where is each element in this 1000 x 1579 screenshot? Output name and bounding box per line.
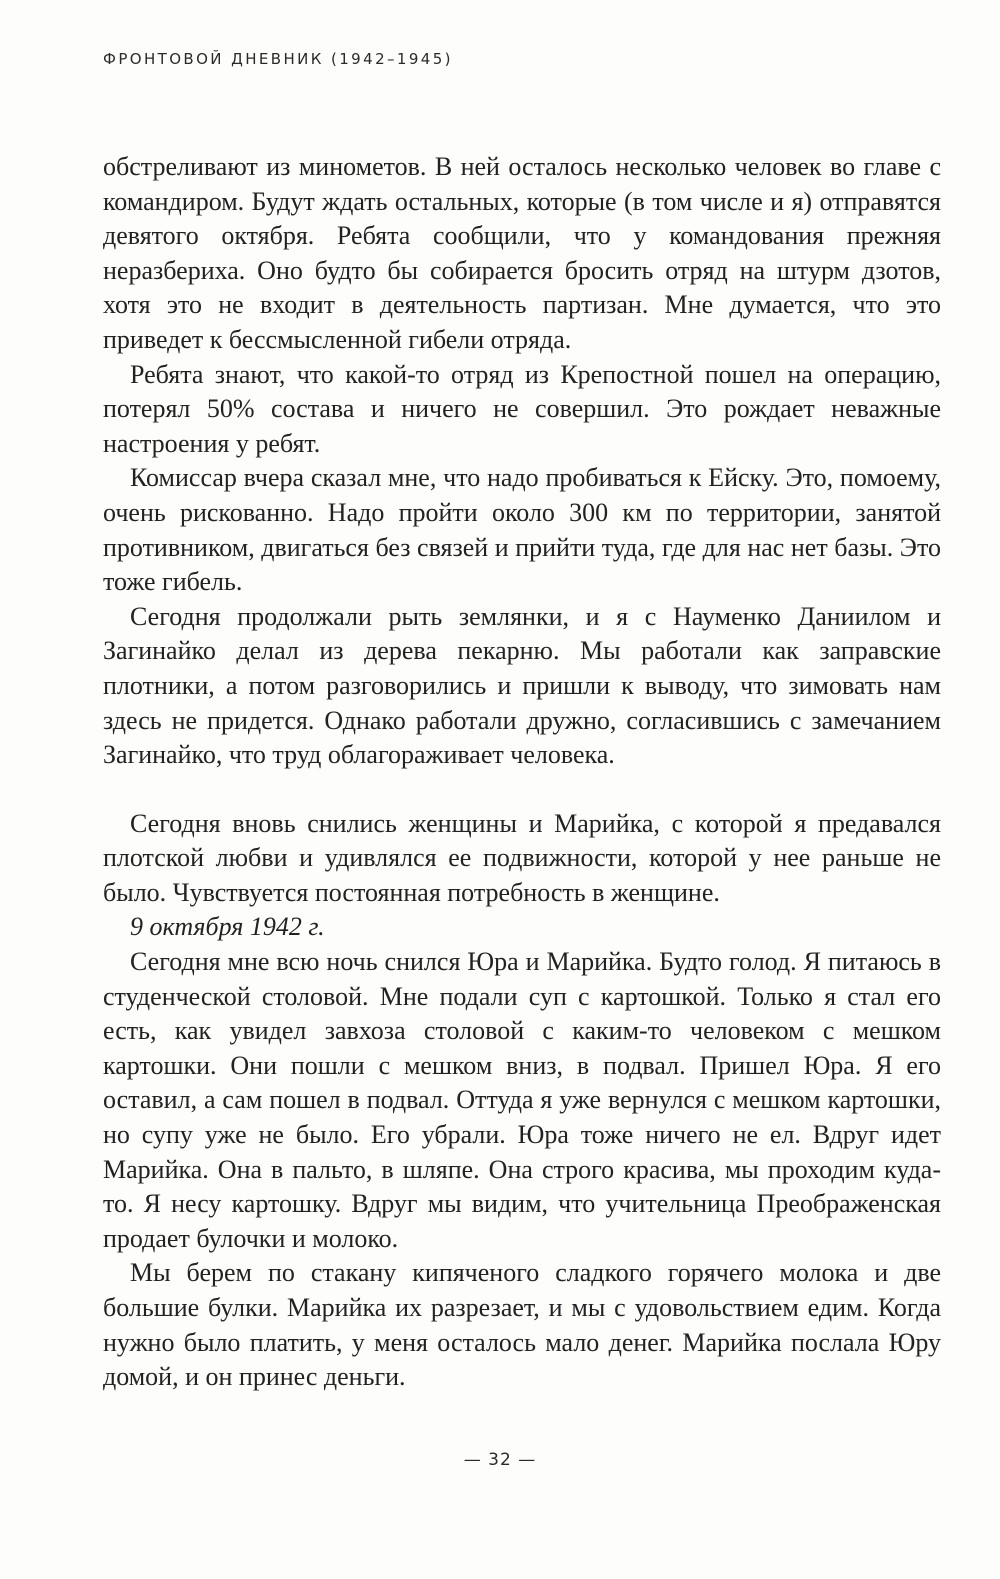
paragraph: Ребята знают, что какой-то отряд из Крепостной пошел на операцию, потерял 50% состава и ничего не совершил. Это рождает неважные настроения у ребят. [103, 359, 941, 458]
paragraph: Сегодня продолжали рыть землянки, и я с Науменко Даниилом и Загинайко делал из дерева пекарню. Мы работали как заправские плотники, а потом разговорились и пришли к выводу, что зимовать нам здесь не придется. Однако работали дружно, согласившись с замечанием Загинайко, что труд облагораживает человека. [103, 601, 941, 770]
paragraph: Сегодня мне всю ночь снился Юра и Марийка. Будто голод. Я питаюсь в студенческой столовой. Мне подали суп с картошкой. Только я стал его есть, как увидел завхоза столовой с каким-то человеком с мешком картошки. Они пошли с мешком вниз, в подвал. Пришел Юра. Я его оставил, а сам пошел в подвал. Оттуда я уже вернулся с мешком картошки, но супу уже не было. Его убрали. Юра тоже ничего не ел. Вдруг идет Марийка. Она в пальто, в шляпе. Она строго красива, мы проходим куда-то. Я несу картошку. Вдруг мы видим, что учительница Преображенская продает булочки и молоко. [103, 947, 941, 1253]
continued-paragraph: обстреливают из минометов. В ней осталось несколько человек во главе с командиром. Будут ждать остальных, которые (в том числе и я) отправятся девятого октября. Ребята сообщили, что у командования прежняя неразбериха. Оно будто бы собирается бросить отряд на штурм дзотов, хотя это не входит в деятельность партизан. Мне думается, что это приведет к бессмысленной гибели отряда. [103, 152, 941, 354]
paragraph: Комиссар вчера сказал мне, что надо пробиваться к Ейску. Это, помоему, очень рискованно. Надо пройти около 300 км по территории, занятой противником, двигаться без связей и прийти туда, где для нас нет базы. Это тоже гибель. [103, 463, 941, 597]
page-number: — 32 — [463, 1450, 537, 1470]
paragraph: Мы берем по стакану кипяченого сладкого горячего молока и две большие булки. Марийка их разрезает, и мы с удовольствием едим. Когда нужно было платить, у меня осталось мало денег. Марийка послала Юру домой, и он принес деньги. [103, 1258, 941, 1392]
running-head: ФРОНТОВОЙ ДНЕВНИК (1942–1945) [103, 50, 453, 68]
diary-date-heading: 9 октября 1942 г. [130, 912, 325, 942]
body-text [103, 150, 941, 1395]
paragraph: Сегодня вновь снились женщины и Марийка, с которой я предавался плотской любви и удивлялся ее подвижности, которой у нее раньше не было. Чувствуется постоянная потребность в женщине. [103, 808, 941, 907]
